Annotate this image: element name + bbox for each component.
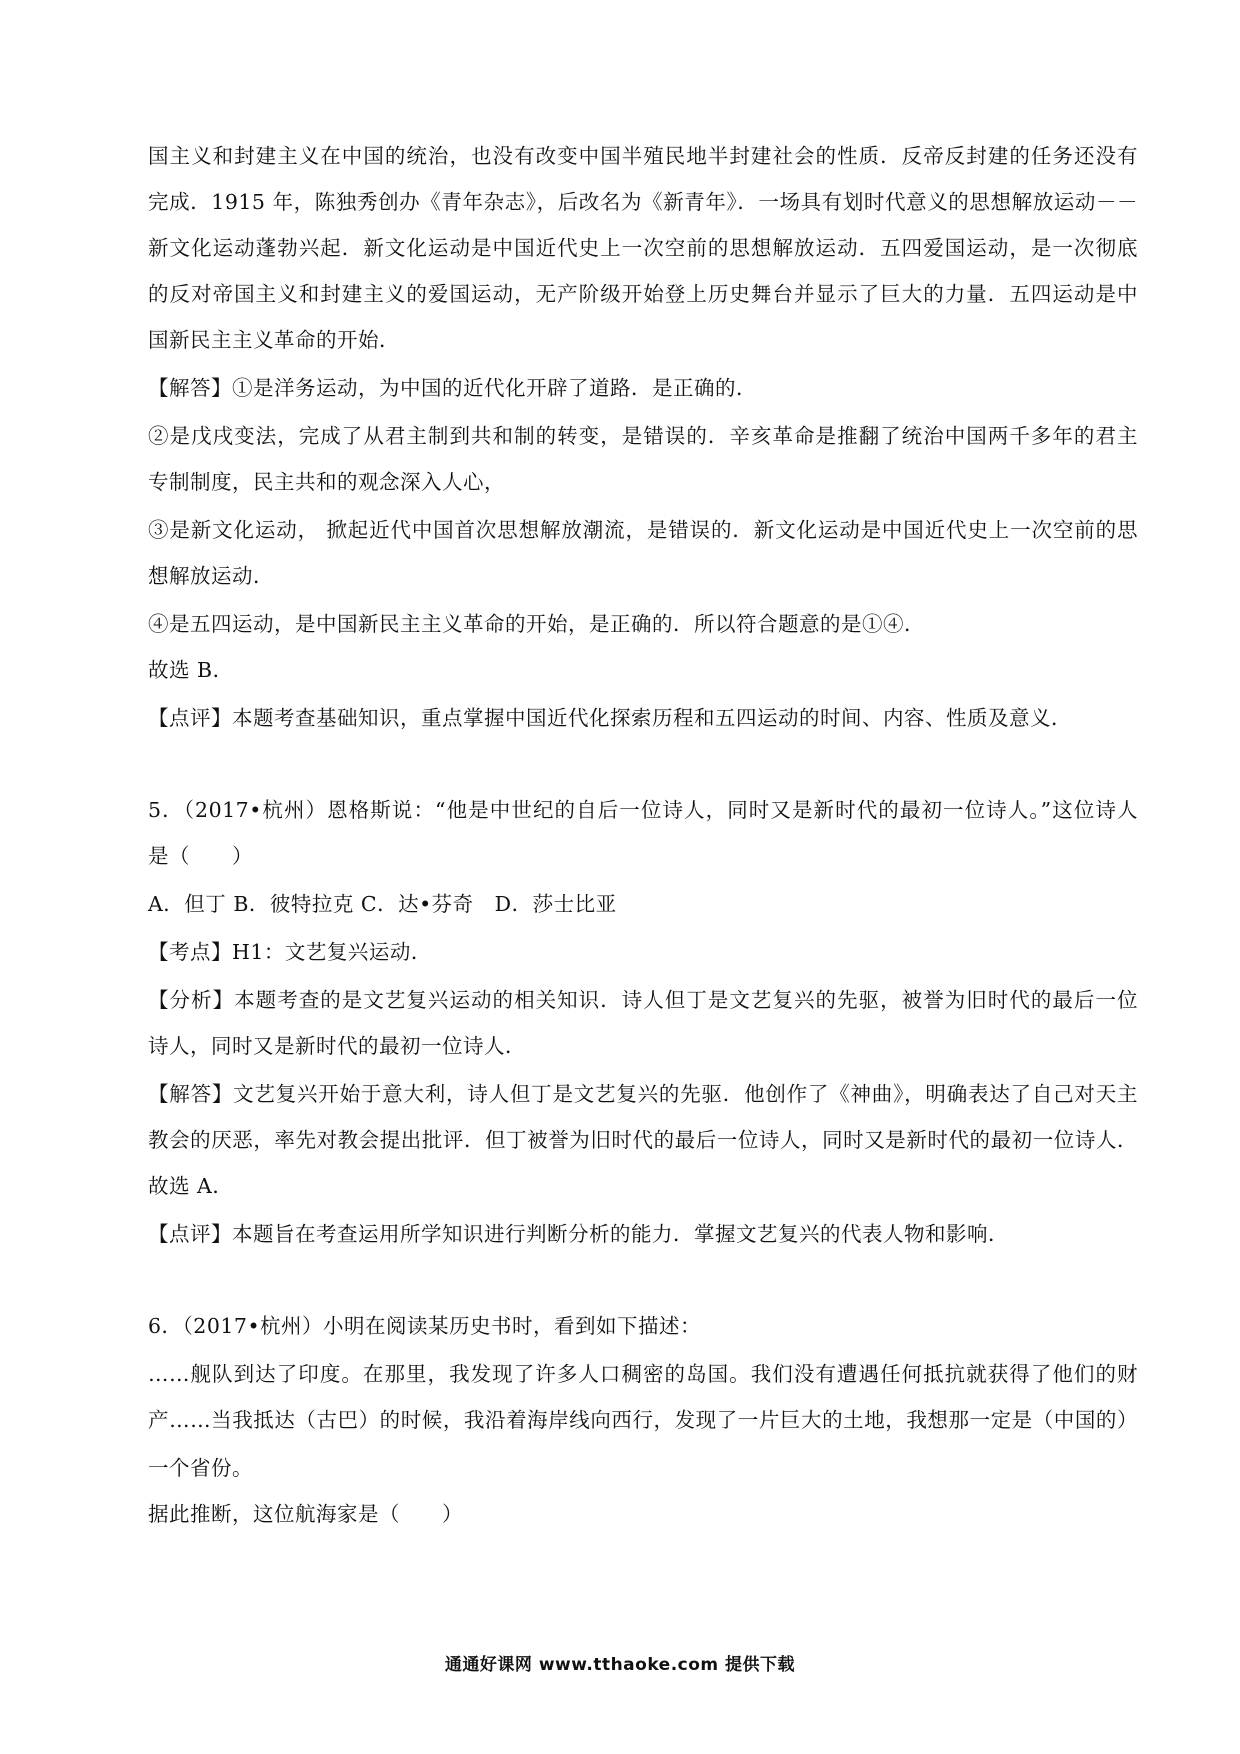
quote-line: ……舰队到达了印度。在那里，我发现了许多人口稠密的岛国。我们没有遭遇任何抵抗就获得了他们的财 [148,1362,1138,1386]
answer-line: ④是五四运动，是中国新民主主义革命的开始，是正确的．所以符合题意的是①④． [148,612,925,636]
paragraph-line: 完成．1915 年，陈独秀创办《青年杂志》，后改名为《新青年》．一场具有划时代意义的思想解放运动－－ [148,190,1138,214]
question-6-line: 据此推断，这位航海家是（ ） [148,1502,463,1526]
page-footer: 通通好课网 www.tthaoke.com 提供下载 [444,1655,796,1675]
comment-line: 【点评】本题考查基础知识，重点掌握中国近代化探索历程和五四运动的时间、内容、性质及意义． [148,706,1072,730]
answer-line: ③是新文化运动， 掀起近代中国首次思想解放潮流，是错误的．新文化运动是中国近代史上一次空前的思 [148,518,1138,542]
paragraph-line: 新文化运动蓬勃兴起．新文化运动是中国近代史上一次空前的思想解放运动．五四爱国运动，是一次彻底 [148,236,1138,260]
answer-line: 教会的厌恶，率先对教会提出批评．但丁被誉为旧时代的最后一位诗人，同时又是新时代的最初一位诗人． [148,1128,1138,1152]
answer-line: 专制制度，民主共和的观念深入人心， [148,470,505,494]
topic-line: 【考点】H1：文艺复兴运动． [148,940,432,964]
question-6-line: 6．（2017•杭州）小明在阅读某历史书时，看到如下描述： [148,1314,702,1338]
choice-line: 故选 B． [148,658,234,682]
answer-line: 想解放运动． [148,564,274,588]
answer-line: ②是戊戌变法，完成了从君主制到共和制的转变，是错误的．辛亥革命是推翻了统治中国两千多年的君主 [148,424,1138,448]
paragraph-line: 国新民主主义革命的开始． [148,328,400,352]
comment-line: 【点评】本题旨在考查运用所学知识进行判断分析的能力．掌握文艺复兴的代表人物和影响． [148,1222,1009,1246]
question-5-options: A．但丁 B．彼特拉克 C．达•芬奇 D．莎士比亚 [148,892,617,916]
answer-line: 【解答】文艺复兴开始于意大利，诗人但丁是文艺复兴的先驱．他创作了《神曲》，明确表达了自己对天主 [148,1082,1138,1106]
choice-line: 故选 A． [148,1174,234,1198]
analysis-line: 【分析】本题考查的是文艺复兴运动的相关知识．诗人但丁是文艺复兴的先驱，被誉为旧时代的最后一位 [148,988,1138,1012]
analysis-line: 诗人，同时又是新时代的最初一位诗人． [148,1034,526,1058]
quote-line: 一个省份。 [148,1456,253,1480]
quote-line: 产……当我抵达（古巴）的时候，我沿着海岸线向西行，发现了一片巨大的土地，我想那一定是（中国的） [148,1408,1138,1432]
question-5-line: 5．（2017•杭州）恩格斯说：“他是中世纪的自后一位诗人，同时又是新时代的最初一位诗人。”这位诗人 [148,798,1138,822]
paragraph-line: 国主义和封建主义在中国的统治，也没有改变中国半殖民地半封建社会的性质．反帝反封建的任务还没有 [148,144,1138,168]
answer-line: 【解答】①是洋务运动，为中国的近代化开辟了道路．是正确的． [148,376,757,400]
question-5-line: 是（ ） [148,844,253,868]
paragraph-line: 的反对帝国主义和封建主义的爱国运动，无产阶级开始登上历史舞台并显示了巨大的力量．五四运动是中 [148,282,1138,306]
